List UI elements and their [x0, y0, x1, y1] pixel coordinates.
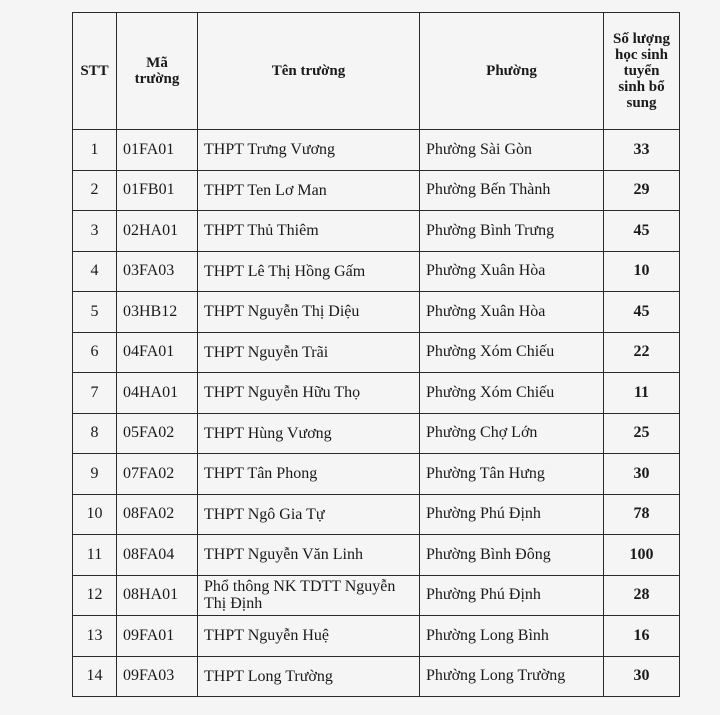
row-stt: 7	[73, 373, 117, 414]
row-student-count: 25	[604, 413, 680, 454]
row-school-code: 03FA03	[117, 251, 198, 292]
row-student-count: 78	[604, 494, 680, 535]
row-stt: 10	[73, 494, 117, 535]
row-school-name: THPT Nguyễn Hữu Thọ	[198, 373, 420, 414]
row-ward: Phường Sài Gòn	[420, 130, 604, 171]
row-school-code: 08FA04	[117, 535, 198, 576]
table-row	[73, 373, 680, 414]
row-school-name: THPT Tân Phong	[198, 454, 420, 495]
table-row	[73, 251, 680, 292]
row-school-code: 01FB01	[117, 170, 198, 211]
schools-table	[72, 12, 680, 697]
row-ward: Phường Bình Trưng	[420, 211, 604, 252]
table-header-row	[73, 13, 680, 130]
row-stt: 2	[73, 170, 117, 211]
row-ward: Phường Phú Định	[420, 494, 604, 535]
table-row	[73, 292, 680, 333]
table-row	[73, 332, 680, 373]
row-stt: 3	[73, 211, 117, 252]
row-school-name: THPT Ngô Gia Tự	[198, 494, 420, 535]
table-row	[73, 211, 680, 252]
header-school-code-label: Mã trường	[134, 55, 180, 87]
row-school-code: 03HB12	[117, 292, 198, 333]
row-ward: Phường Xóm Chiếu	[420, 373, 604, 414]
header-stt: STT	[73, 13, 117, 130]
row-ward: Phường Bến Thành	[420, 170, 604, 211]
row-ward: Phường Phú Định	[420, 575, 604, 616]
row-ward: Phường Long Bình	[420, 616, 604, 657]
row-student-count: 30	[604, 656, 680, 697]
row-school-code: 07FA02	[117, 454, 198, 495]
row-school-name: THPT Trưng Vương	[198, 130, 420, 171]
row-stt: 14	[73, 656, 117, 697]
row-stt: 6	[73, 332, 117, 373]
row-ward: Phường Long Trường	[420, 656, 604, 697]
table-row	[73, 494, 680, 535]
row-student-count: 11	[604, 373, 680, 414]
row-stt: 11	[73, 535, 117, 576]
row-student-count: 45	[604, 211, 680, 252]
row-stt: 8	[73, 413, 117, 454]
row-school-name: THPT Lê Thị Hồng Gấm	[198, 251, 420, 292]
table-row	[73, 413, 680, 454]
row-ward: Phường Tân Hưng	[420, 454, 604, 495]
row-school-name: THPT Nguyễn Thị Diệu	[198, 292, 420, 333]
row-student-count: 30	[604, 454, 680, 495]
row-stt: 13	[73, 616, 117, 657]
row-school-name: THPT Nguyễn Trãi	[198, 332, 420, 373]
row-ward: Phường Xóm Chiếu	[420, 332, 604, 373]
row-student-count: 28	[604, 575, 680, 616]
row-student-count: 10	[604, 251, 680, 292]
table-row	[73, 656, 680, 697]
row-student-count: 16	[604, 616, 680, 657]
row-student-count: 22	[604, 332, 680, 373]
row-stt: 4	[73, 251, 117, 292]
header-student-count-label: Số lượng học sinh tuyển sinh bổ sung	[613, 31, 670, 111]
row-school-code: 08HA01	[117, 575, 198, 616]
row-school-name: THPT Ten Lơ Man	[198, 170, 420, 211]
row-student-count: 29	[604, 170, 680, 211]
table-row	[73, 454, 680, 495]
row-school-code: 04HA01	[117, 373, 198, 414]
row-student-count: 45	[604, 292, 680, 333]
row-school-code: 09FA01	[117, 616, 198, 657]
row-school-code: 01FA01	[117, 130, 198, 171]
row-school-name: THPT Nguyễn Huệ	[198, 616, 420, 657]
table-row	[73, 616, 680, 657]
table-row	[73, 575, 680, 616]
row-school-code: 04FA01	[117, 332, 198, 373]
header-student-count	[604, 13, 680, 130]
row-school-code: 02HA01	[117, 211, 198, 252]
row-ward: Phường Xuân Hòa	[420, 251, 604, 292]
table-row	[73, 535, 680, 576]
row-ward: Phường Chợ Lớn	[420, 413, 604, 454]
header-school-code	[117, 13, 198, 130]
header-school-name: Tên trường	[198, 13, 420, 130]
header-ward: Phường	[420, 13, 604, 130]
row-school-name: THPT Hùng Vương	[198, 413, 420, 454]
row-stt: 12	[73, 575, 117, 616]
table-row	[73, 170, 680, 211]
row-school-name: THPT Nguyễn Văn Linh	[198, 535, 420, 576]
row-school-code: 09FA03	[117, 656, 198, 697]
row-stt: 5	[73, 292, 117, 333]
row-school-code: 05FA02	[117, 413, 198, 454]
table-row	[73, 130, 680, 171]
row-student-count: 100	[604, 535, 680, 576]
row-stt: 9	[73, 454, 117, 495]
row-school-name: Phổ thông NK TDTT Nguyễn Thị Định	[198, 575, 420, 616]
row-student-count: 33	[604, 130, 680, 171]
row-school-code: 08FA02	[117, 494, 198, 535]
row-school-name: THPT Thủ Thiêm	[198, 211, 420, 252]
row-ward: Phường Bình Đông	[420, 535, 604, 576]
row-ward: Phường Xuân Hòa	[420, 292, 604, 333]
row-stt: 1	[73, 130, 117, 171]
row-school-name: THPT Long Trường	[198, 656, 420, 697]
